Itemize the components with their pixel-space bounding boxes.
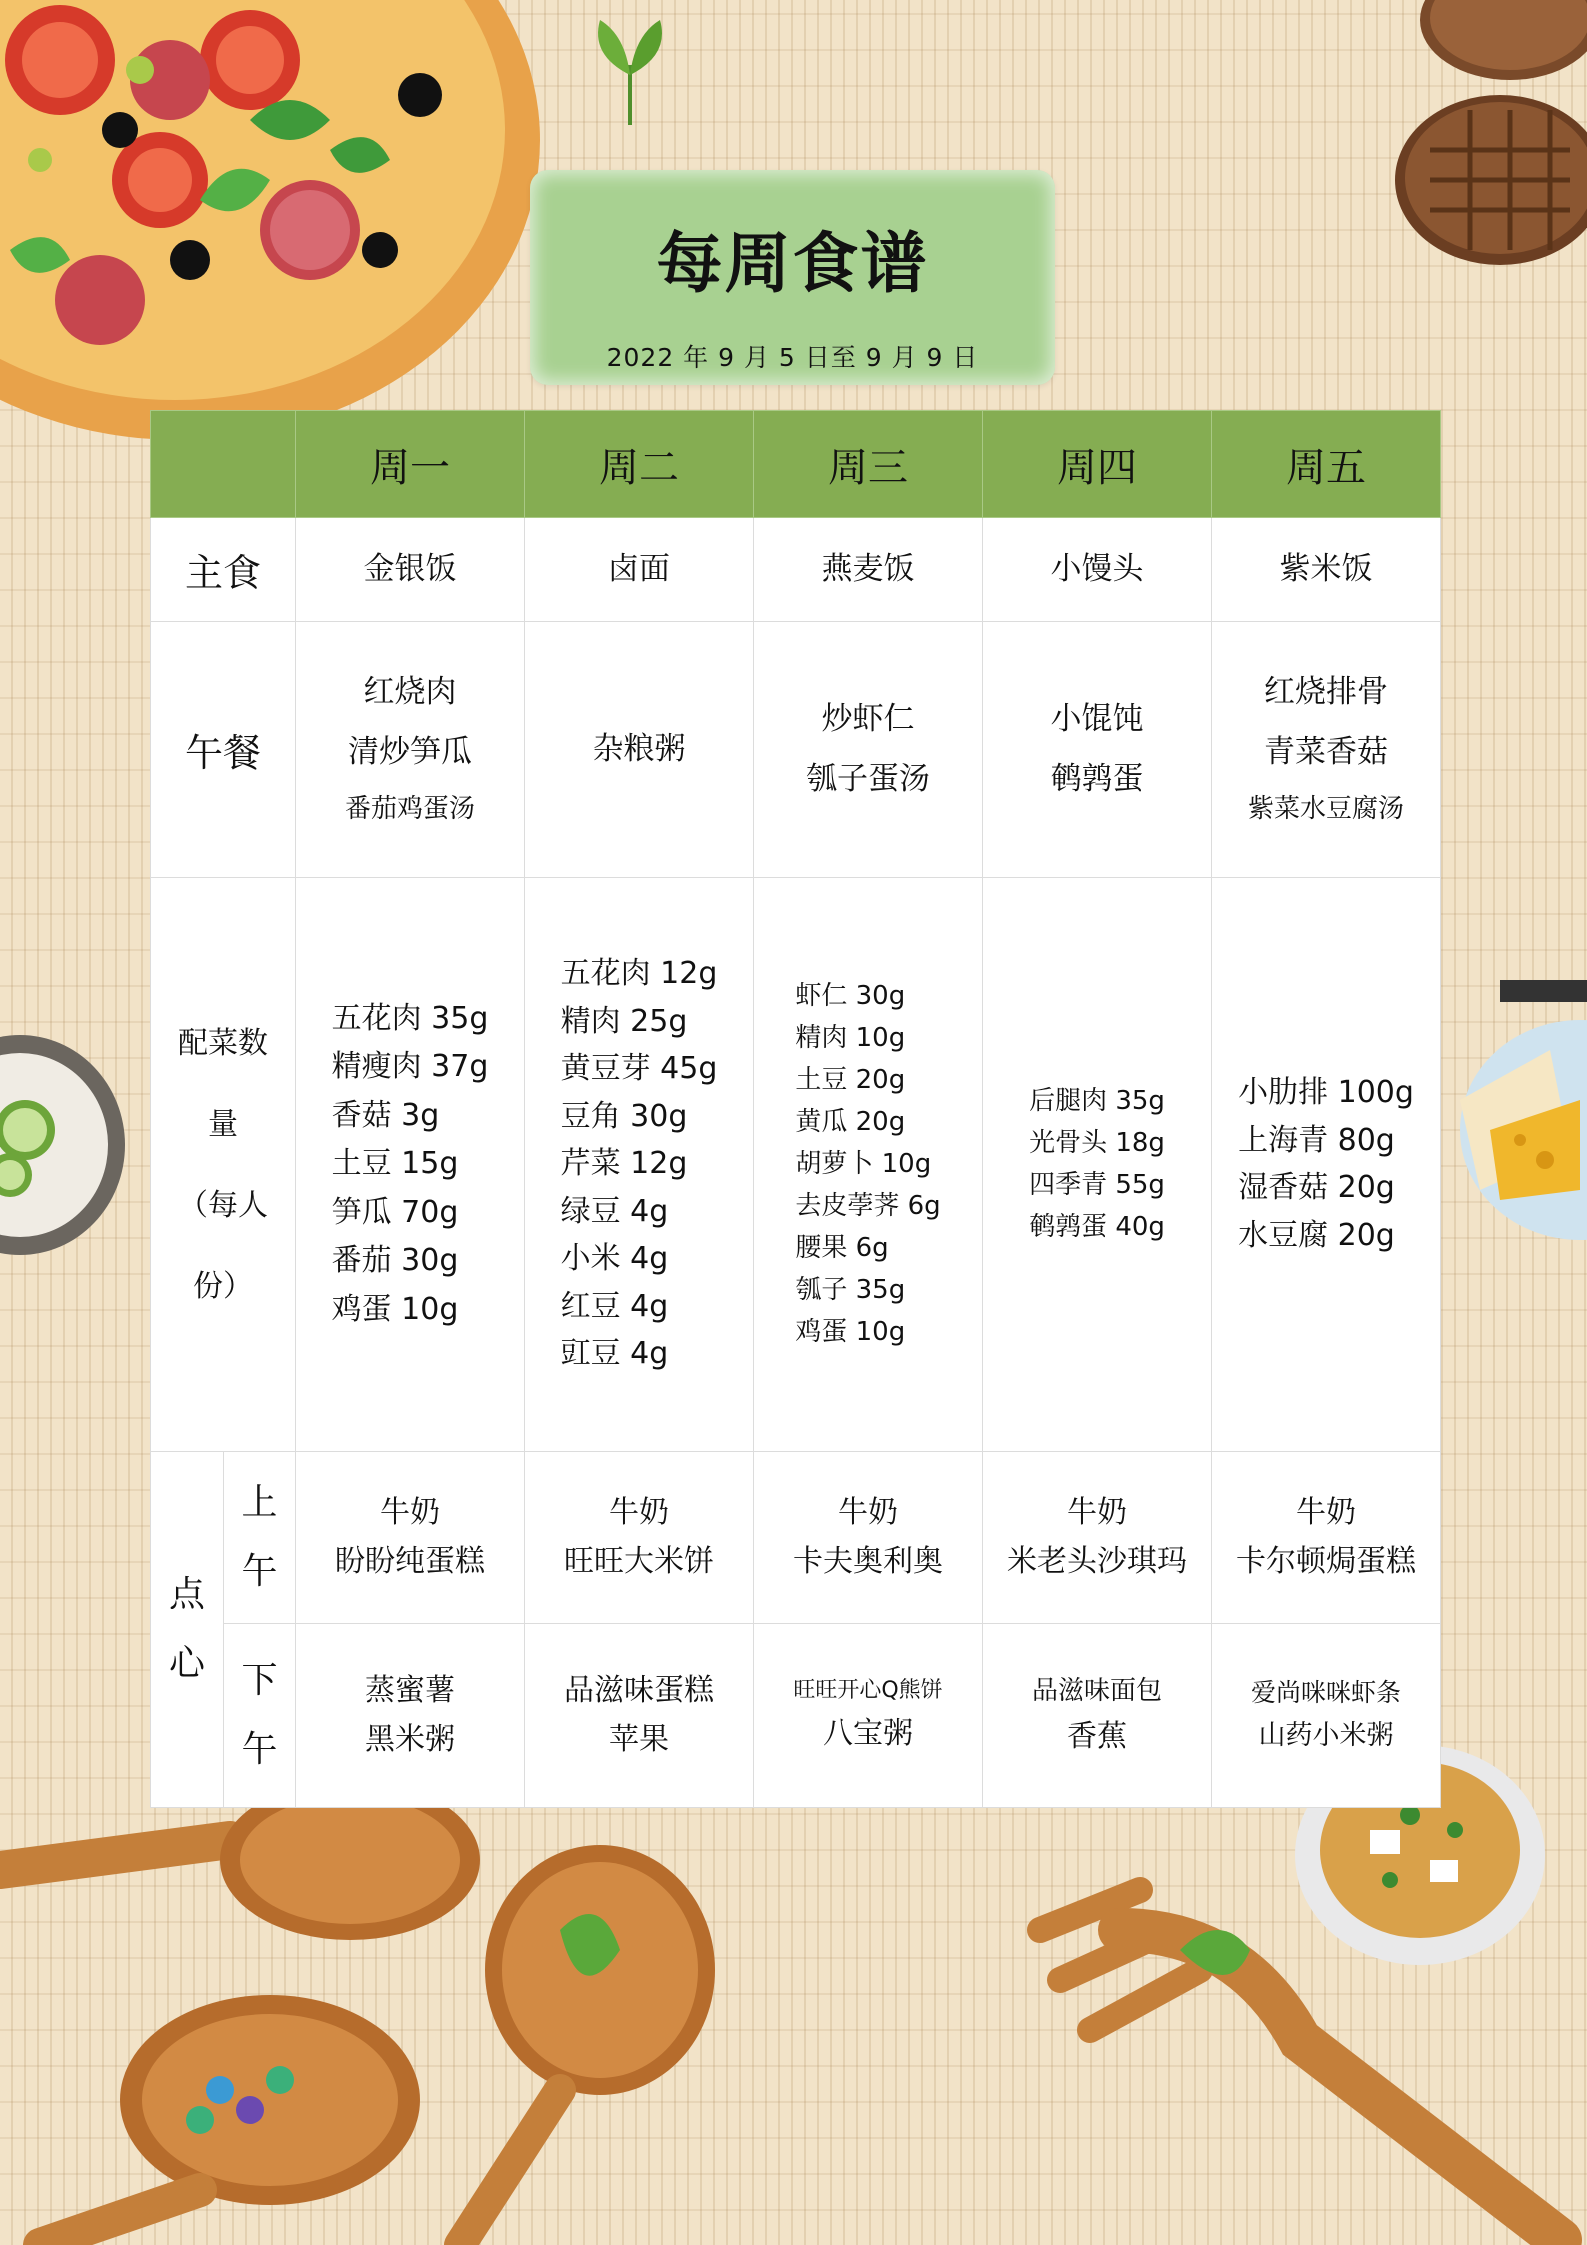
label-line: 量 — [208, 1106, 238, 1142]
lunch-cell — [525, 622, 754, 878]
ingredient: 瓠子 35g — [795, 1275, 906, 1306]
snack-item: 卡尔顿焗蛋糕 — [1236, 1543, 1416, 1579]
dish: 红烧肉 — [363, 674, 457, 711]
ingredient: 鹌鹑蛋 40g — [1029, 1212, 1165, 1243]
dish: 青菜香菇 — [1264, 733, 1388, 770]
lunch-cell — [754, 622, 983, 878]
wooden-fork-illustration — [1000, 1870, 1587, 2245]
day-header: 周四 — [983, 411, 1212, 518]
snack-item: 八宝粥 — [823, 1716, 913, 1752]
snack-item: 牛奶 — [380, 1495, 440, 1530]
ingredient: 五花肉 35g — [331, 1000, 489, 1036]
snack-item: 苹果 — [609, 1721, 669, 1757]
snack-cell — [296, 1624, 525, 1808]
day-header: 周一 — [296, 411, 525, 518]
title-box — [530, 170, 1055, 385]
dish: 鹌鹑蛋 — [1050, 760, 1144, 797]
label-char: 午 — [241, 1728, 278, 1770]
snack-item: 山药小米粥 — [1258, 1720, 1394, 1752]
snack-cell — [754, 1452, 983, 1624]
snack-item: 蒸蜜薯 — [365, 1673, 455, 1708]
ingredient: 精肉 10g — [795, 1022, 906, 1053]
ingredient: 鸡蛋 10g — [331, 1291, 459, 1327]
lunch-cell — [1212, 622, 1441, 878]
menu-table — [150, 410, 1441, 1808]
snack-item: 品滋味面包 — [1031, 1675, 1162, 1706]
dish: 番茄鸡蛋汤 — [344, 793, 475, 824]
header-row — [151, 411, 1441, 518]
snack-afternoon-row — [151, 1624, 1441, 1808]
dish: 紫菜水豆腐汤 — [1247, 793, 1404, 824]
snack-cell — [525, 1624, 754, 1808]
ingredient: 五花肉 12g — [560, 956, 718, 992]
ingredient: 土豆 20g — [795, 1064, 906, 1095]
label-char: 午 — [241, 1550, 278, 1592]
day-header: 周五 — [1212, 411, 1441, 518]
ingredient: 小米 4g — [560, 1241, 669, 1277]
ingredient: 虾仁 30g — [795, 980, 906, 1011]
snack-cell — [754, 1624, 983, 1808]
ingredient: 芹菜 12g — [560, 1146, 688, 1182]
staple-cell: 卤面 — [525, 518, 754, 622]
staple-cell: 燕麦饭 — [754, 518, 983, 622]
snack-item: 品滋味蛋糕 — [564, 1673, 714, 1708]
label-char: 上 — [241, 1482, 278, 1524]
side-dish-row — [151, 878, 1441, 1452]
ingredient: 精肉 25g — [560, 1003, 688, 1039]
side-dish-cell — [754, 878, 983, 1452]
snack-item: 牛奶 — [1296, 1495, 1356, 1530]
ingredient: 湿香菇 20g — [1238, 1170, 1395, 1205]
header-corner — [151, 411, 296, 518]
row-label-staple: 主食 — [151, 518, 296, 622]
ingredient: 香菇 3g — [331, 1097, 440, 1133]
ingredient: 绿豆 4g — [560, 1193, 669, 1229]
label-line: （每人 — [178, 1187, 268, 1223]
cucumber-bowl-illustration — [0, 1020, 130, 1270]
ingredient: 上海青 80g — [1238, 1122, 1395, 1158]
page-title: 每周食谱 — [656, 225, 929, 302]
snack-cell — [296, 1452, 525, 1624]
row-label-snack — [151, 1452, 224, 1808]
row-label-side-dish — [151, 878, 296, 1452]
snack-cell — [983, 1624, 1212, 1808]
snack-item: 爱尚咪咪虾条 — [1250, 1678, 1401, 1708]
side-dish-cell — [525, 878, 754, 1452]
cheese-plate-illustration — [1440, 980, 1587, 1280]
snack-item: 盼盼纯蛋糕 — [335, 1543, 485, 1579]
staple-cell: 金银饭 — [296, 518, 525, 622]
wooden-spoons-illustration — [0, 1800, 760, 2245]
ingredient: 豆角 30g — [560, 1098, 688, 1134]
snack-item: 米老头沙琪玛 — [1007, 1543, 1187, 1579]
lunch-row — [151, 622, 1441, 878]
ingredient: 去皮荸荠 6g — [795, 1191, 941, 1222]
label-line: 份） — [193, 1268, 253, 1304]
staple-cell: 紫米饭 — [1212, 518, 1441, 622]
leaf-illustration — [585, 15, 675, 135]
dish: 红烧排骨 — [1264, 674, 1388, 711]
snack-item: 香蕉 — [1067, 1718, 1127, 1754]
ingredient: 小肋排 100g — [1238, 1075, 1414, 1110]
snack-cell — [525, 1452, 754, 1624]
snack-item: 黑米粥 — [365, 1721, 455, 1757]
row-label-lunch: 午餐 — [151, 622, 296, 878]
ingredient: 胡萝卜 10g — [795, 1148, 932, 1179]
lunch-cell — [296, 622, 525, 878]
day-header: 周三 — [754, 411, 983, 518]
ingredient: 笋瓜 70g — [331, 1194, 459, 1230]
dish: 杂粮粥 — [592, 730, 686, 767]
snack-cell — [1212, 1624, 1441, 1808]
label-char: 心 — [168, 1642, 205, 1684]
snack-item: 旺旺开心Q熊饼 — [793, 1678, 943, 1704]
snack-item: 牛奶 — [1067, 1495, 1127, 1530]
snack-item: 牛奶 — [838, 1495, 898, 1530]
ingredient: 黄豆芽 45g — [560, 1051, 718, 1087]
grilled-patty-illustration — [1370, 0, 1587, 290]
dish: 小馄饨 — [1050, 700, 1144, 737]
side-dish-cell — [983, 878, 1212, 1452]
day-header: 周二 — [525, 411, 754, 518]
lunch-cell — [983, 622, 1212, 878]
ingredient: 水豆腐 20g — [1238, 1217, 1395, 1253]
ingredient: 四季青 55g — [1029, 1170, 1165, 1200]
ingredient: 土豆 15g — [331, 1146, 459, 1182]
dish: 瓠子蛋汤 — [806, 760, 930, 797]
label-line: 配菜数 — [178, 1025, 268, 1061]
label-char: 下 — [241, 1660, 278, 1702]
dish: 炒虾仁 — [821, 700, 915, 737]
snack-morning-row — [151, 1452, 1441, 1624]
ingredient: 后腿肉 35g — [1029, 1085, 1165, 1116]
pizza-illustration — [0, 0, 560, 440]
staple-cell: 小馒头 — [983, 518, 1212, 622]
dish: 清炒笋瓜 — [348, 733, 472, 770]
staple-row — [151, 518, 1441, 622]
ingredient: 番茄 30g — [331, 1243, 459, 1279]
row-label-morning — [224, 1452, 296, 1624]
row-label-afternoon — [224, 1624, 296, 1808]
ingredient: 腰果 6g — [795, 1233, 889, 1264]
snack-cell — [1212, 1452, 1441, 1624]
snack-item: 牛奶 — [609, 1495, 669, 1530]
snack-item: 卡夫奥利奥 — [793, 1543, 943, 1579]
date-range: 2022 年 9 月 5 日至 9 月 9 日 — [606, 343, 979, 372]
ingredient: 光骨头 18g — [1029, 1127, 1165, 1158]
ingredient: 精瘦肉 37g — [331, 1049, 489, 1085]
snack-cell — [983, 1452, 1212, 1624]
ingredient: 黄瓜 20g — [795, 1106, 906, 1137]
side-dish-cell — [296, 878, 525, 1452]
ingredient: 豇豆 4g — [560, 1336, 669, 1372]
ingredient: 红豆 4g — [560, 1288, 669, 1324]
label-char: 点 — [168, 1574, 205, 1616]
side-dish-cell — [1212, 878, 1441, 1452]
ingredient: 鸡蛋 10g — [795, 1317, 906, 1348]
snack-item: 旺旺大米饼 — [564, 1543, 714, 1579]
